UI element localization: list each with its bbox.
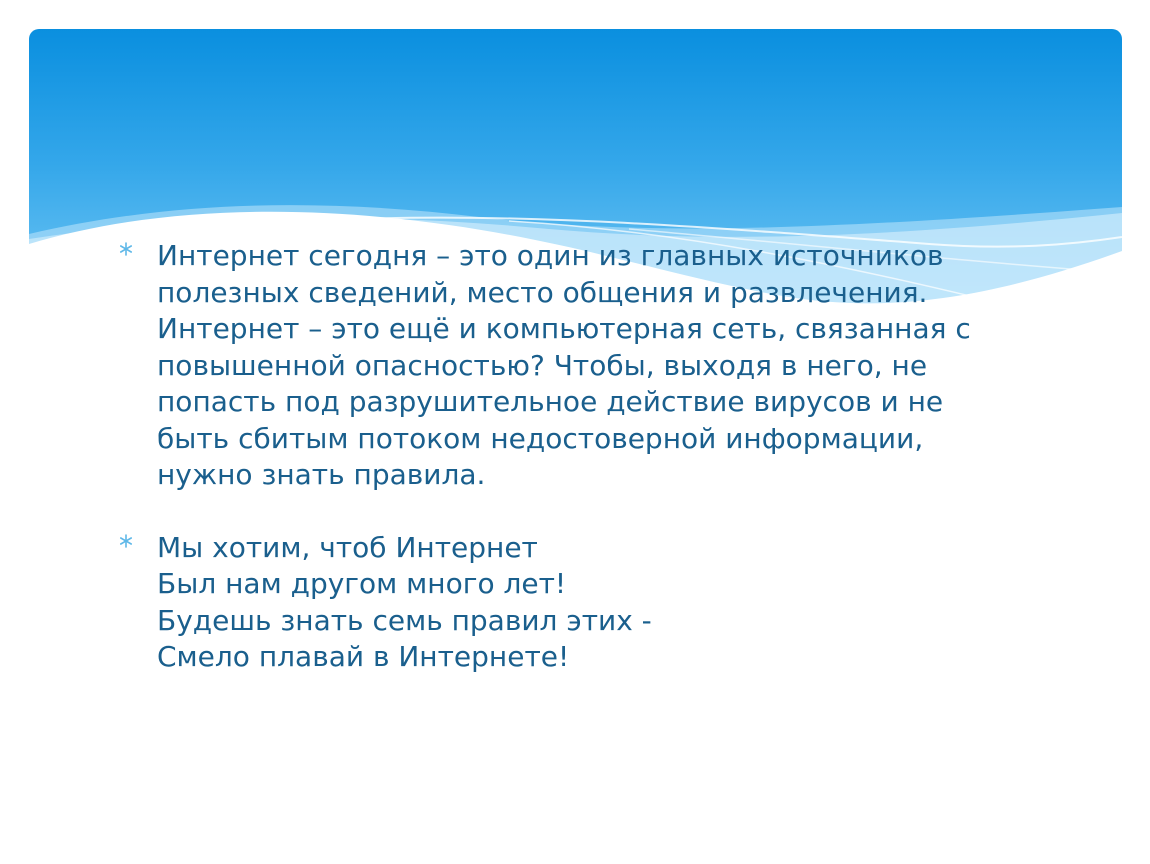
bullet-paragraph-internet xyxy=(118,238,1018,494)
paragraph-line: нужно знать правила. xyxy=(157,458,486,491)
paragraph-line: полезных сведений, место общения и развлечения. xyxy=(157,275,928,309)
paragraph-line: Интернет сегодня – это один из главных источников xyxy=(157,239,944,272)
poem-line: Мы хотим, чтоб Интернет xyxy=(157,530,538,564)
poem-line: Смело плавай в Интернете! xyxy=(157,640,570,673)
paragraph-line: быть сбитым потоком недостоверной информации, xyxy=(157,421,924,455)
slide-body xyxy=(118,238,1018,676)
paragraph-line: повышенной опасностью? Чтобы, выходя в него, не xyxy=(157,348,928,382)
asterisk-bullet-icon xyxy=(118,533,134,549)
bullet-poem xyxy=(118,530,1018,676)
paragraph-line: Интернет – это ещё и компьютерная сеть, связанная с xyxy=(157,312,971,345)
asterisk-bullet-icon xyxy=(118,241,134,257)
paragraph-line: попасть под разрушительное действие вирусов и не xyxy=(157,385,944,418)
poem-line: Был нам другом много лет! xyxy=(157,567,567,600)
poem-line: Будешь знать семь правил этих - xyxy=(157,603,652,637)
